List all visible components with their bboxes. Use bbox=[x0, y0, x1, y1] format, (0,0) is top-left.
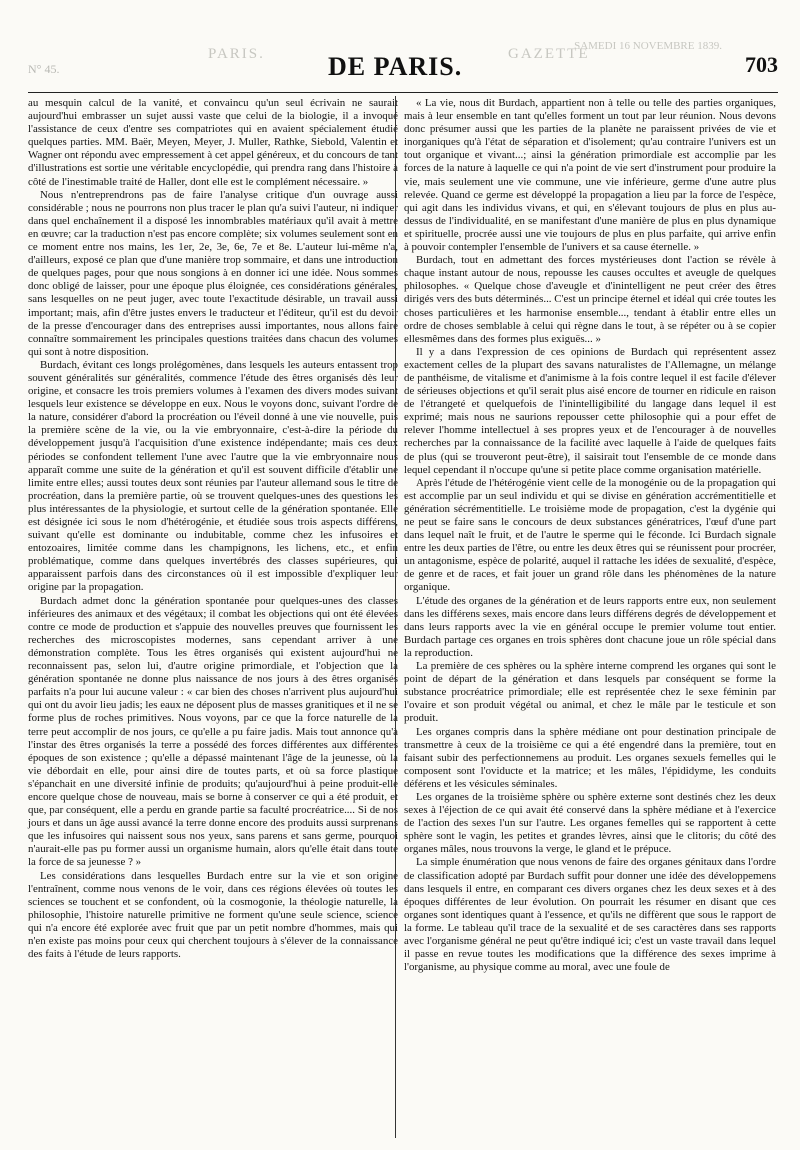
left-column bbox=[28, 97, 398, 961]
article-paragraph: Les considérations dans lesquelles Burdach entre sur la vie et son origine l'entraînent, comme nous venons de le voir, dans ces régions élevées où toutes les sciences se touchent et se confondent, où la cosmogonie, la théologie naturelle, la philosophie, l'histoire naturelle primitive ne forment qu'une seule science, science qui n'a encore été explorée avec fruit que par un petit nombre d'hommes, mais qui n'en existe pas moins pour ceux qui cherchent toujours à s'élever de la connaissance des faits à l'étude de leurs rapports. bbox=[28, 869, 398, 961]
article-paragraph: « La vie, nous dit Burdach, appartient non à telle ou telle des parties organiques, mais à leur ensemble en tant qu'elles forment un tout par leur réunion. Nous devons donc présumer aussi que les parties de la planète ne paraissent privées de vie et inorganiques qu'à l'état de séparation et d'isolement; qu'au contraire l'univers est un tout organique et vivant...; ainsi la génération primordiale est accomplie par les forces de la nature à laquelle ce qui n'a point de vie sert d'instrument pour produire la vie, mais seulement une vie commune, une vie inférieure, germe d'une autre plus relevée. Quand ce germe est développé la propagation a lieu par la force de l'espèce, qui agit dans les individus vivans, et qui, en s'élevant toujours de plus en plus au-dessus de l'individualité, en se manifestant d'une manière de plus en plus dynamique et spirituelle, procrée aussi une vie toujours de plus en plus parfaite, qui arrive enfin à pouvoir contempler l'ensemble de l'univers et sa cause éternelle. » bbox=[404, 97, 776, 254]
ghost-title-right: PARIS. bbox=[208, 46, 265, 62]
article-paragraph: Burdach, évitant ces longs prolégomènes, dans lesquels les auteurs entassent trop souvent généralités sur généralités, commence l'étude des êtres organisés dès leur origine, et consacre les trois premiers volumes à l'examen des divers modes suivant lesquels leur existence se développe en eux. Nous le voyons donc, suivant l'ordre de la nature, considérer d'abord la procréation ou l'éveil donné à une vie nouvelle, puis la première scène de la vie, ou la vie embryonnaire, c'est-à-dire la période du développement jusqu'à l'acquisition d'une existence indépendante; mais ces deux périodes se confondent tellement l'une avec l'autre que la vie embryonnaire nous apparaît comme une suite de la génération et qu'il est souvent difficile d'établir une limite entre elles; aussi toutes deux sont réunies par l'auteur allemand sous le titre de procréation, dans la première partie, où se trouvent quelques-unes des questions les plus intéressantes de la physiologie, et surtout celle de la génération spontanée. Elle est désignée ici sous le nom d'hétérogénie, et étudiée sous trois aspects différens, suivant qu'elle est dominante ou indubitable, comme chez les infusoires et entozoaires, limitée comme dans les champignons, les lichens, etc., et enfin problématique, comme dans quelques invertébrés des classes supérieures, qui apparaissent parfois dans des circonstances où il est impossible d'expliquer leur origine par la propagation. bbox=[28, 358, 398, 594]
article-paragraph: Il y a dans l'expression de ces opinions de Burdach qui représentent assez exactement celles de la plupart des savans naturalistes de l'Allemagne, un mélange de panthéisme, de vitalisme et d'animisme à la fois contre lequel il est facile d'élever de sérieuses objections et qu'il serait plus aisé encore de tourner en ridicule en raison de l'étrangeté et quelquefois de l'inintelligibilité du langage dans lequel il est exprimé; mais nous ne saurions repousser cette philosophie qui a pour effet de relever l'homme intellectuel à ses propres yeux et de l'encourager à de nouvelles recherches par la connaissance de la facilité avec laquelle à l'aide de quelques faits de plus (qui se trouveront peut-être), il saisirait tout l'ensemble de ce monde dans lequel cependant il n'occupe qu'une si petite place comme organisation matérielle. bbox=[404, 345, 776, 476]
issue-date: SAMEDI 16 NOVEMBRE 1839. bbox=[574, 40, 722, 52]
issue-number: N° 45. bbox=[28, 62, 60, 76]
article-paragraph: Nous n'entreprendrons pas de faire l'analyse critique d'un ouvrage aussi considérable ; nous ne pourrons non plus tracer le plan qu'a suivi l'auteur, ni indiquer dans quel enchaînement il a disposé les innombrables matériaux qu'il avait à mettre en œuvre; car la traduction n'est pas encore complète; six volumes seulement sont en ce moment entre nos mains, les 1er, 2e, 3e, 6e, 7e et 8e. L'auteur lui-même n'a, d'ailleurs, exposé ce plan que d'une manière trop sommaire, et dans une introduction de quelques pages, pour que nous songions à en donner ici une idée. Nous sommes donc obligé de laisser, pour une époque plus éloignée, ces considérations générales, sans lesquelles on ne peut juger, avec toute l'exactitude désirable, un travail aussi important; mais, afin d'être justes envers le traducteur et l'éditeur, qu'il est du devoir de la presse d'encourager dans des entreprises aussi importantes, nous allons faire connaître sommairement les principales questions traitées dans chacun des volumes qui sont à notre disposition. bbox=[28, 188, 398, 358]
header-rule bbox=[28, 92, 778, 93]
page-number: 703 bbox=[745, 52, 778, 77]
article-paragraph: au mesquin calcul de la vanité, et convaincu qu'un seul écrivain ne saurait aujourd'hui embrasser un sujet aussi vaste que celui de la biologie, il a invoqué l'assistance de ceux d'entre ses compatriotes qui en avaient spécialement étudié quelques parties. MM. Baër, Meyen, Meyer, J. Muller, Rathke, Siebold, Valentin et Wagner ont répondu avec empressement à cet appel généreux, et du concours de tant d'illustrations est sortie une véritable encyclopédie, qui prendra rang dans l'histoire à côté de l'inestimable traité de Haller, dont elle est le complément nécessaire. » bbox=[28, 97, 398, 188]
article-paragraph: Les organes de la troisième sphère ou sphère externe sont destinés chez les deux sexes à l'éjection de ce qui avait été conservé dans la sphère médiane et à l'exercice de l'action des sexes l'un sur l'autre. Les organes femelles qui se rapportent à cette sphère sont le vagin, les petites et grandes lèvres, ainsi que le clitoris; du côté des organes mâles, nous trouvons la verge, le gland et le prépuce. bbox=[404, 790, 776, 856]
article-paragraph: Burdach, tout en admettant des forces mystérieuses dont l'action se révèle à chaque instant autour de nous, repousse les causes occultes et aveugle de quelques philosophes. « Quelque chose d'aveugle et d'inintelligent ne peut créer des êtres dirigés vers des buts déterminés... C'est un principe éternel et idéal qui crée toutes les choses particulières et les harmonise ensemble..., tendant à établir entre elles un ordre de choses semblable à celui qui règne dans le tout, à se répéter ou à se copier ellesmêmes dans des formes plus exiguës... » bbox=[404, 254, 776, 345]
masthead bbox=[28, 40, 778, 92]
column-divider bbox=[395, 96, 396, 1138]
ghost-title-left: GAZETTE bbox=[508, 46, 590, 62]
article-paragraph: Les organes compris dans la sphère médiane ont pour destination principale de transmettre à ceux de la troisième ce qui a été engendré dans la première, tout en faisant subir des perfectionnemens au produit. Les organes sexuels femelles qui le composent sont l'oviducte et la matrice; et les mâles, l'épididyme, les conduits déférens et les vésicules séminales. bbox=[404, 725, 776, 790]
article-paragraph: L'étude des organes de la génération et de leurs rapports entre eux, non seulement dans les différens sexes, mais encore dans leurs différens degrés de développement et dans leurs rapports avec la vie en général occupe le premier volume tout entier. Burdach partage ces organes en trois sphères dont chacune joue un rôle spécial dans la reproduction. bbox=[404, 594, 776, 659]
newspaper-title: DE PARIS. bbox=[328, 52, 463, 81]
article-paragraph: La première de ces sphères ou la sphère interne comprend les organes qui sont le point de départ de la génération et dans lesquels par conséquent se forme la substance procréatrice primordiale; elle est représentée chez le sexe féminin par l'ovaire et son produit végétal ou animal, et chez le mâle par le testicule et son produit. bbox=[404, 660, 776, 725]
right-column bbox=[404, 97, 776, 974]
article-paragraph: Burdach admet donc la génération spontanée pour quelques-unes des classes inférieures des animaux et des végétaux; il combat les objections qui ont été élevées contre ce mode de production et s'appuie des nouvelles preuves que fournissent les recherches des microscopistes modernes, sans cependant arriver à une démonstration complète. Tous les êtres organisés qui existent aujourd'hui ne reconnaissent pas, selon lui, d'autre origine primordiale, et l'objection que la génération spontanée ne donne plus naissance de nos jours à des êtres organisés parfaits n'a pour lui aucune valeur : « car bien des choses n'arrivent plus aujourd'hui qui ont du avoir lieu jadis; les eaux ne déposent plus de masses granitiques et il ne se forme plus de roches primitives. Nous voyons, par ce que la force naturelle de la terre peut accomplir de nos jours, ce qu'elle a pu faire jadis. Mais tout annonce qu'à l'instar des êtres organisés la terre a possédé des forces différentes aux différentes époques de son existence ; qu'elle a dépassé maintenant l'âge de la jeunesse, où la vie débordait en elle, pour ainsi dire de toutes parts, et où sa force plastique s'épanchait en une diversité infinie de produits; qu'aujourd'hui à peine produit-elle encore quelque chose de nouveau, mais se borne à conserver ce qui a été produit, et que, par conséquent, elle a perdu en grande partie sa faculté procréatrice.... Si de nos jours et dans un âge aussi avancé la terre donne encore des produits aussi surprenans que les infusoires qui naissent sous nos yeux, sans parens et sans germe, pourquoi n'aurait-elle pas pu former aussi un organisme humain, alors qu'elle était dans toute la force de sa jeunesse ? » bbox=[28, 594, 398, 869]
article-paragraph: Après l'étude de l'hétérogénie vient celle de la monogénie ou de la propagation qui est accomplie par un seul individu et qui se divise en génération accrémentitielle et génération sécrémentitielle. Le troisième mode de propagation, c'est la dygénie qui ne peut se faire sans le concours de deux substances génératrices, l'œuf d'une part dans lequel naît le fruit, et de l'autre le sperme qui le féconde. Ici Burdach signale entre les deux parties de l'être, ou entre les deux êtres qui se réunissent pour procréer, un antagonisme, espèce de polarité, auquel il rattache les idées de sexualité, d'espèce, de genre et de races, et fait jouer un grand rôle dans les phénomènes de la nature organique. bbox=[404, 476, 776, 594]
article-paragraph: La simple énumération que nous venons de faire des organes génitaux dans l'ordre de classification adopté par Burdach suffit pour donner une idée des développemens dans lesquels il entre, en comparant ces divers organes chez les deux sexes et à des époques différentes de leur évolution. On pourrait les résumer en disant que ces organes sont identiques quant à l'essence, et qu'ils ne diffèrent que sous le rapport de la forme. Le tableau qu'il trace de la sexualité et de ses caractères dans ses rapports avec l'organisme général ne peut qu'être indiqué ici; c'est un vaste travail dans lequel il passe en revue toutes les modifications que la différence des sexes imprime à l'organisme, au physique comme au moral, avec une foule de bbox=[404, 856, 776, 974]
